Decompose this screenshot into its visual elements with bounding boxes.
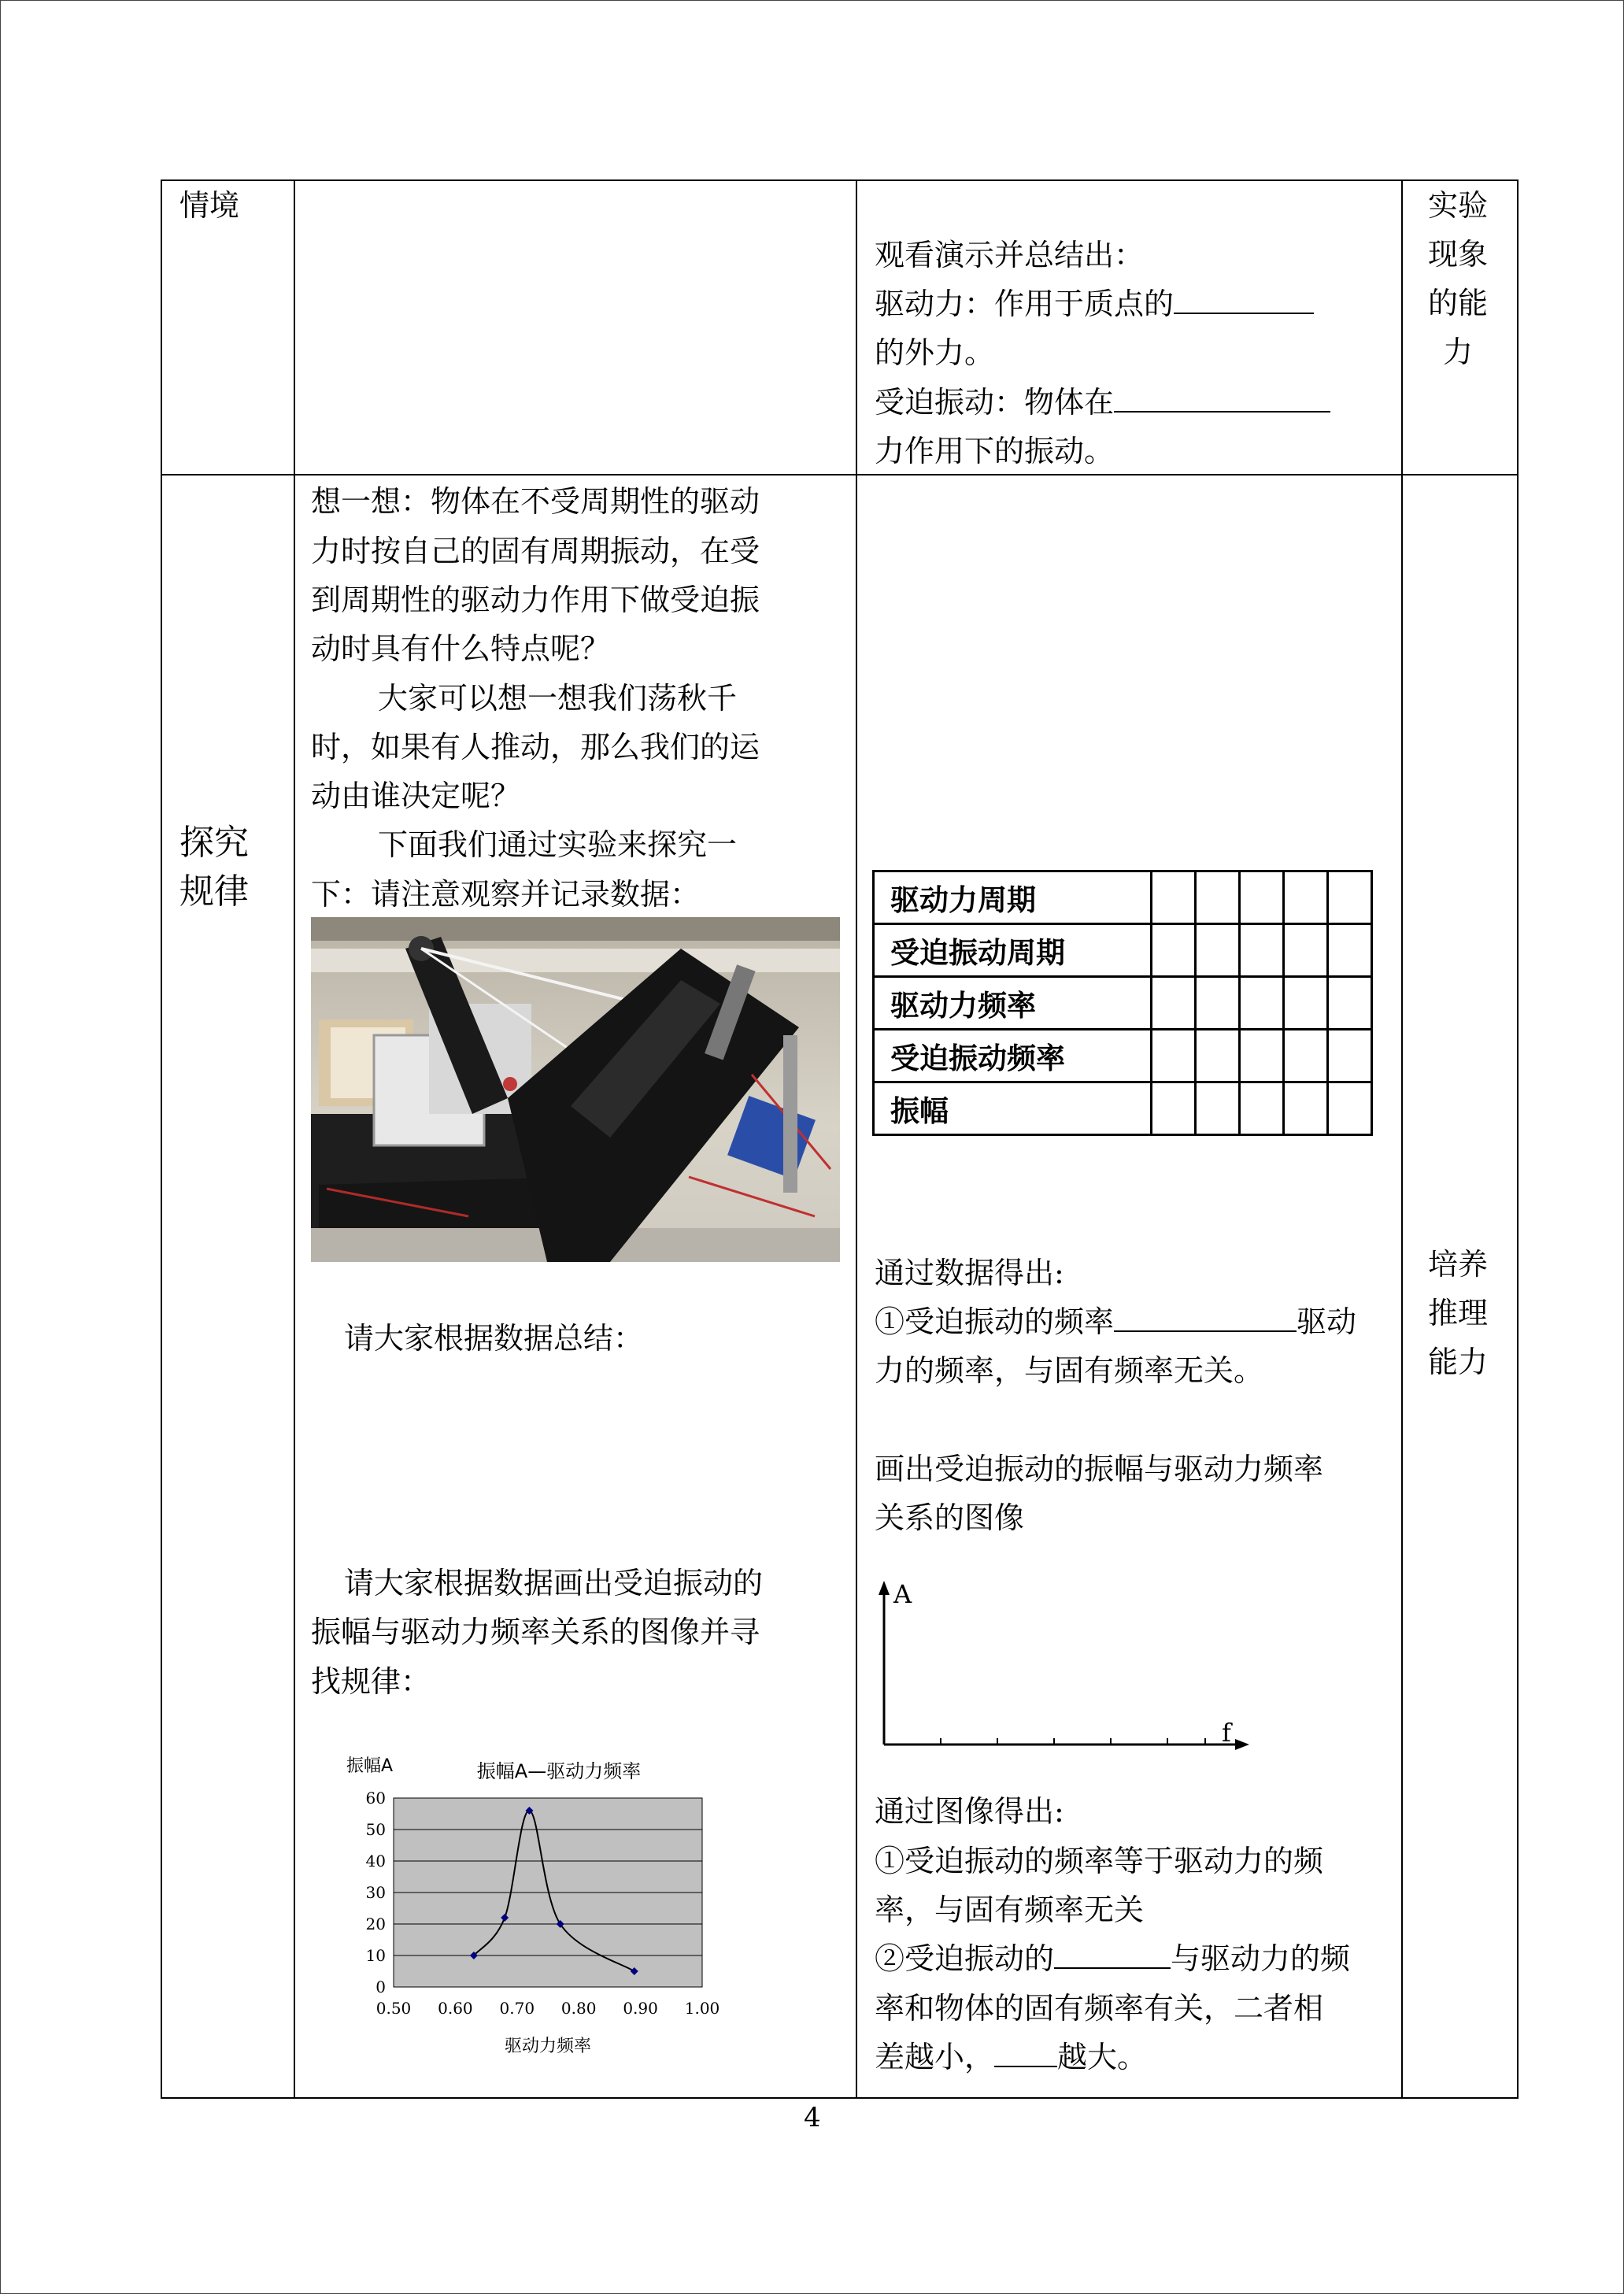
chart-y-tick-label: 60	[365, 1789, 386, 1807]
image-conclusion-text-d: 越大。	[1057, 2040, 1148, 2074]
data-cell[interactable]	[1152, 871, 1196, 924]
fill-blank[interactable]	[1174, 281, 1314, 314]
data-cell[interactable]	[1284, 1030, 1328, 1082]
table-row	[874, 977, 1372, 1030]
data-cell[interactable]	[1196, 924, 1240, 977]
draw-prompt-line-2: 振幅与驱动力频率关系的图像并寻	[311, 1615, 760, 1649]
image-conclusion-text-a: ②受迫振动的	[875, 1941, 1055, 1976]
data-cell[interactable]	[1328, 1082, 1372, 1135]
data-cell[interactable]	[1284, 1082, 1328, 1135]
image-conclusion-text-c: 差越小，	[875, 2040, 995, 2074]
x-axis-arrow	[1235, 1739, 1249, 1750]
forced-vibration-text: 受迫振动：物体在	[875, 385, 1115, 420]
data-conclusion-line-1	[875, 1297, 1356, 1346]
conclusion-text-a: ①受迫振动的频率	[875, 1304, 1115, 1339]
y-axis-arrow	[879, 1581, 890, 1595]
data-cell[interactable]	[1196, 871, 1240, 924]
table-col-divider-3	[1401, 179, 1403, 2099]
data-cell[interactable]	[1328, 871, 1372, 924]
table-top-border	[161, 179, 1519, 181]
chart-y-tick-label: 50	[365, 1820, 386, 1839]
data-cell[interactable]	[1152, 924, 1196, 977]
data-cell[interactable]	[1240, 871, 1284, 924]
resonance-chart	[338, 1749, 779, 2064]
row-label-driving-frequency: 驱动力频率	[874, 977, 1152, 1030]
summarize-prompt: 请大家根据数据总结：	[344, 1321, 644, 1356]
row-label-forced-period: 受迫振动周期	[874, 924, 1152, 977]
y-axis-label-a: A	[893, 1579, 912, 1609]
data-cell[interactable]	[1328, 924, 1372, 977]
think-line-3: 到周期性的驱动力作用下做受迫振	[311, 583, 760, 617]
row2-label-line-2: 规律	[179, 871, 249, 912]
data-cell[interactable]	[1196, 977, 1240, 1030]
conclusion-text-b: 驱动	[1297, 1304, 1357, 1339]
chart-x-tick-label: 0.50	[375, 1999, 412, 2018]
x-axis-label-f: f	[1222, 1718, 1231, 1748]
row1-goal-line-4: 力	[1443, 335, 1474, 369]
think-line-4: 动时具有什么特点呢？	[311, 631, 611, 666]
row2-goal-line-1: 培养	[1428, 1247, 1489, 1282]
draw-prompt-line-1: 请大家根据数据画出受迫振动的	[344, 1566, 764, 1600]
blank-axes[interactable]	[870, 1574, 1263, 1763]
row1-force-action-line: 力作用下的振动。	[875, 434, 1115, 468]
think-line-1: 想一想：物体在不受周期性的驱动	[311, 484, 760, 519]
data-cell[interactable]	[1240, 1030, 1284, 1082]
data-cell[interactable]	[1328, 977, 1372, 1030]
image-conclusion-line-5	[875, 2033, 1147, 2081]
data-cell[interactable]	[1152, 1082, 1196, 1135]
data-cell[interactable]	[1196, 1030, 1240, 1082]
draw-prompt-line-3: 找规律：	[311, 1664, 431, 1699]
experiment-photo	[311, 917, 840, 1262]
driving-force-text: 驱动力：作用于质点的	[875, 287, 1175, 321]
row2-label-line-1: 探究	[179, 823, 249, 863]
table-row-divider	[161, 474, 1519, 475]
row-label-forced-frequency: 受迫振动频率	[874, 1030, 1152, 1082]
row1-label: 情境	[179, 188, 240, 223]
experiment-line-2: 下：请注意观察并记录数据：	[311, 877, 701, 912]
row1-external-force-line: 的外力。	[875, 335, 995, 370]
data-cell[interactable]	[1284, 977, 1328, 1030]
table-row	[874, 871, 1372, 924]
table-bottom-border	[161, 2097, 1519, 2099]
row1-observe-line: 观看演示并总结出：	[875, 238, 1145, 272]
table-col-divider-2	[856, 179, 857, 2099]
fill-blank[interactable]	[1054, 1936, 1171, 1969]
think-line-2: 力时按自己的固有周期振动，在受	[311, 534, 760, 568]
data-cell[interactable]	[1240, 977, 1284, 1030]
table-right-border	[1517, 179, 1519, 2099]
data-cell[interactable]	[1240, 1082, 1284, 1135]
chart-x-tick-label: 1.00	[684, 1999, 720, 2018]
swing-line-2: 时，如果有人推动，那么我们的运	[311, 730, 760, 764]
chart-y-tick-label: 0	[375, 1978, 386, 1996]
data-conclusion-heading: 通过数据得出:	[875, 1256, 1064, 1290]
fill-blank[interactable]	[994, 2034, 1057, 2067]
chart-x-tick-label: 0.80	[560, 1999, 597, 2018]
chart-x-axis-label: 驱动力频率	[504, 2037, 592, 2056]
data-cell[interactable]	[1152, 977, 1196, 1030]
table-left-border	[161, 179, 162, 2099]
swing-line-1: 大家可以想一想我们荡秋千	[378, 681, 738, 716]
chart-y-tick-label: 10	[365, 1946, 386, 1965]
row1-driving-force-line	[875, 279, 1314, 328]
table-row	[874, 1030, 1372, 1082]
row-label-amplitude: 振幅	[874, 1082, 1152, 1135]
chart-y-axis-label: 振幅A	[346, 1756, 394, 1776]
row2-goal-line-2: 推理	[1428, 1296, 1489, 1330]
data-record-table	[872, 870, 1373, 1136]
data-cell[interactable]	[1284, 871, 1328, 924]
chart-x-tick-label: 0.90	[623, 1999, 658, 2018]
fill-blank[interactable]	[1114, 1299, 1297, 1332]
chart-y-tick-label: 20	[365, 1915, 386, 1933]
row1-forced-vibration-line	[875, 378, 1330, 427]
page-number: 4	[804, 2102, 821, 2133]
row1-goal-line-3: 的能	[1428, 286, 1489, 320]
chart-x-tick-label: 0.70	[499, 1999, 535, 2018]
draw-instruction-line-2: 关系的图像	[875, 1500, 1025, 1535]
swing-line-3: 动由谁决定呢？	[311, 779, 521, 813]
chart-y-tick-label: 30	[365, 1883, 386, 1902]
table-row	[874, 1082, 1372, 1135]
table-row	[874, 924, 1372, 977]
data-conclusion-line-2: 力的频率，与固有频率无关。	[875, 1353, 1264, 1388]
image-conclusion-line-4: 率和物体的固有频率有关，二者相	[875, 1991, 1324, 2026]
image-conclusion-line-2: 率，与固有频率无关	[875, 1893, 1145, 1927]
draw-instruction-line-1: 画出受迫振动的振幅与驱动力频率	[875, 1452, 1324, 1486]
image-conclusion-line-1: ①受迫振动的频率等于驱动力的频	[875, 1844, 1324, 1878]
image-conclusion-text-b: 与驱动力的频	[1171, 1941, 1351, 1976]
data-cell[interactable]	[1240, 924, 1284, 977]
image-conclusion-line-3	[875, 1934, 1350, 1983]
row2-goal-line-3: 能力	[1428, 1345, 1489, 1379]
chart-title: 振幅A—驱动力频率	[476, 1760, 642, 1782]
image-conclusion-heading: 通过图像得出:	[875, 1794, 1064, 1829]
table-col-divider-1	[294, 179, 295, 2099]
data-cell[interactable]	[1152, 1030, 1196, 1082]
chart-x-tick-label: 0.60	[438, 1999, 473, 2018]
data-cell[interactable]	[1284, 924, 1328, 977]
row1-goal-line-1: 实验	[1428, 188, 1489, 223]
data-cell[interactable]	[1328, 1030, 1372, 1082]
row1-goal-line-2: 现象	[1428, 237, 1489, 272]
fill-blank[interactable]	[1114, 379, 1330, 413]
experiment-line-1: 下面我们通过实验来探究一	[378, 827, 738, 862]
data-cell[interactable]	[1196, 1082, 1240, 1135]
row-label-driving-period: 驱动力周期	[874, 871, 1152, 924]
chart-y-tick-label: 40	[365, 1852, 386, 1870]
